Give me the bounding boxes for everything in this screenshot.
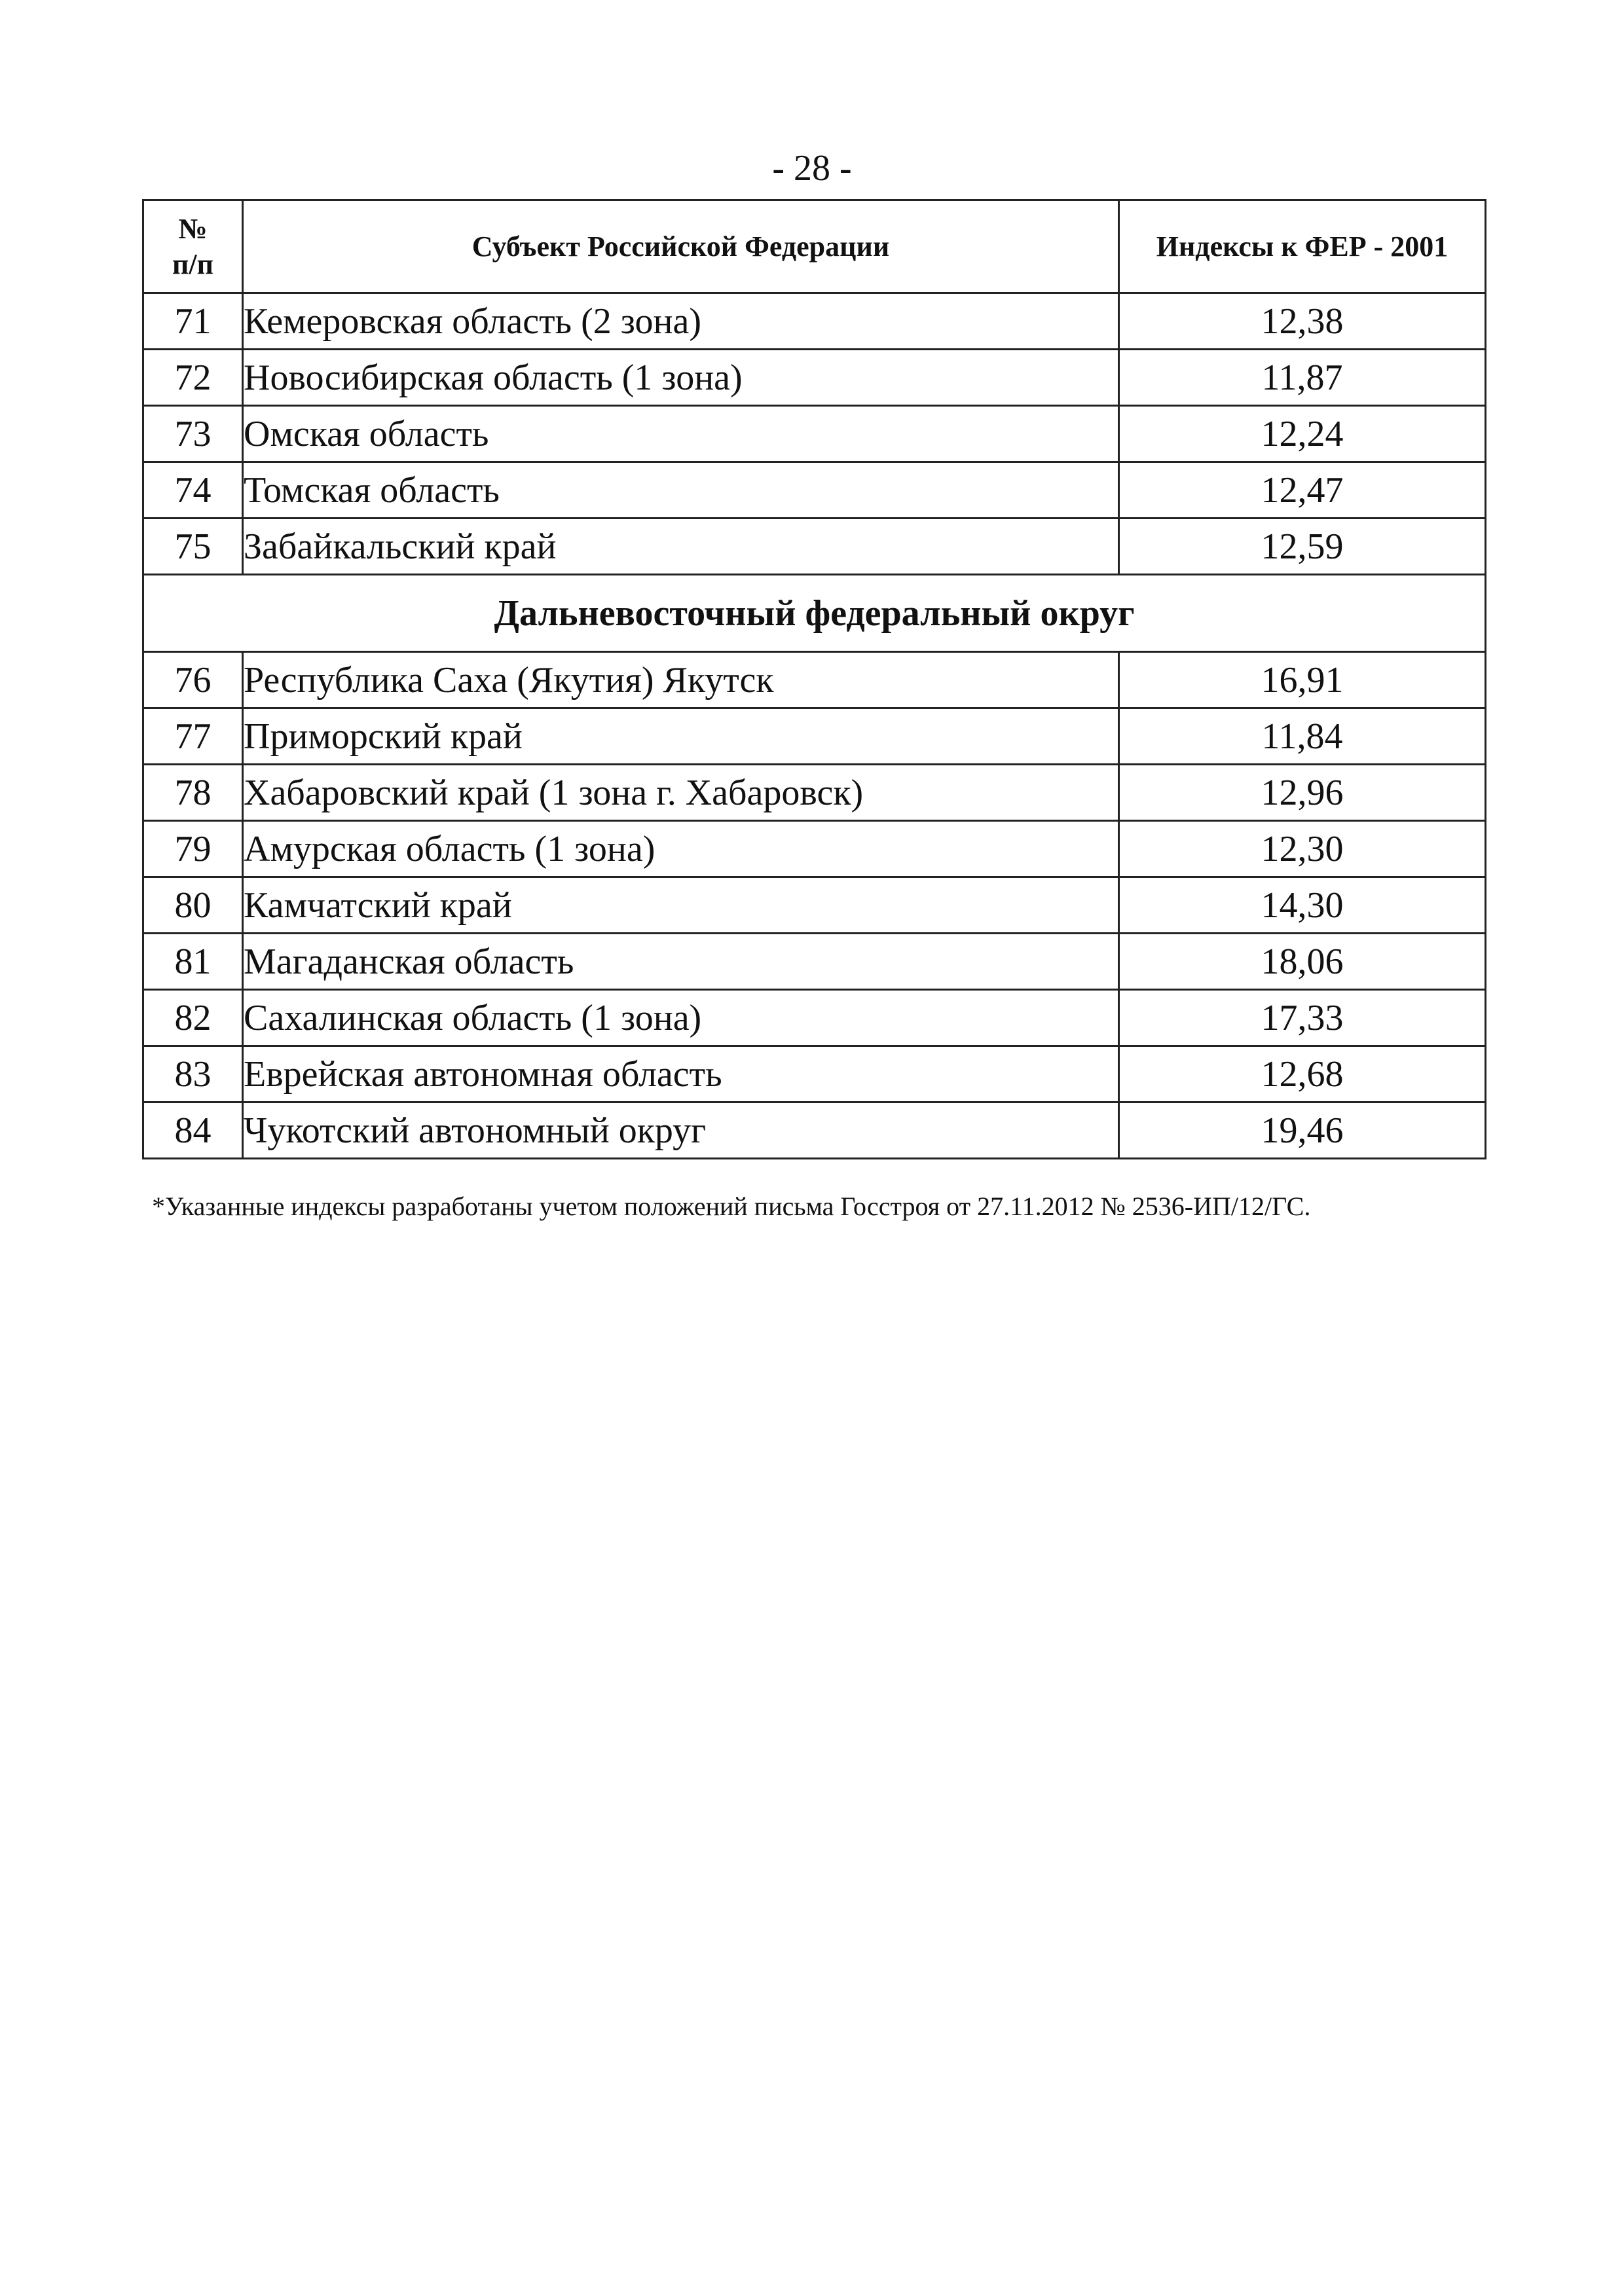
section-row — [143, 575, 1486, 652]
table-row — [143, 462, 1486, 519]
row-index-value: 12,24 — [1119, 406, 1486, 462]
row-number: 77 — [143, 708, 243, 765]
row-number: 80 — [143, 877, 243, 934]
row-number: 74 — [143, 462, 243, 519]
row-number: 73 — [143, 406, 243, 462]
row-index-value: 12,38 — [1119, 293, 1486, 350]
row-index-value: 12,68 — [1119, 1046, 1486, 1102]
row-number: 79 — [143, 821, 243, 877]
row-subject: Камчатский край — [243, 877, 1119, 934]
table-row — [143, 877, 1486, 934]
row-subject: Сахалинская область (1 зона) — [243, 990, 1119, 1046]
row-index-value: 19,46 — [1119, 1102, 1486, 1159]
row-number: 76 — [143, 652, 243, 708]
row-subject: Хабаровский край (1 зона г. Хабаровск) — [243, 765, 1119, 821]
header-subject: Субъект Российской Федерации — [243, 200, 1119, 293]
row-subject: Томская область — [243, 462, 1119, 519]
section-title: Дальневосточный федеральный округ — [143, 575, 1486, 652]
row-index-value: 16,91 — [1119, 652, 1486, 708]
table-row — [143, 765, 1486, 821]
row-subject: Магаданская область — [243, 934, 1119, 990]
table-header-row — [143, 200, 1486, 293]
table-row — [143, 293, 1486, 350]
row-number: 75 — [143, 519, 243, 575]
row-index-value: 12,96 — [1119, 765, 1486, 821]
row-subject: Забайкальский край — [243, 519, 1119, 575]
table-row — [143, 708, 1486, 765]
row-number: 71 — [143, 293, 243, 350]
row-number: 72 — [143, 350, 243, 406]
page-number: - 28 - — [772, 148, 852, 189]
header-index: Индексы к ФЕР - 2001 — [1119, 200, 1486, 293]
row-number: 83 — [143, 1046, 243, 1102]
index-table — [142, 199, 1486, 1159]
row-subject: Приморский край — [243, 708, 1119, 765]
row-subject: Республика Саха (Якутия) Якутск — [243, 652, 1119, 708]
table-row — [143, 519, 1486, 575]
row-number: 81 — [143, 934, 243, 990]
row-index-value: 12,47 — [1119, 462, 1486, 519]
header-num — [143, 200, 243, 293]
row-index-value: 17,33 — [1119, 990, 1486, 1046]
table-row — [143, 1046, 1486, 1102]
table-row — [143, 821, 1486, 877]
table-row — [143, 1102, 1486, 1159]
row-subject: Еврейская автономная область — [243, 1046, 1119, 1102]
row-number: 84 — [143, 1102, 243, 1159]
table-row — [143, 406, 1486, 462]
row-index-value: 11,84 — [1119, 708, 1486, 765]
row-number: 78 — [143, 765, 243, 821]
row-index-value: 14,30 — [1119, 877, 1486, 934]
row-index-value: 11,87 — [1119, 350, 1486, 406]
row-index-value: 12,59 — [1119, 519, 1486, 575]
row-subject: Кемеровская область (2 зона) — [243, 293, 1119, 350]
table-row — [143, 990, 1486, 1046]
row-index-value: 12,30 — [1119, 821, 1486, 877]
row-subject: Амурская область (1 зона) — [243, 821, 1119, 877]
table-row — [143, 350, 1486, 406]
table-row — [143, 934, 1486, 990]
row-subject: Омская область — [243, 406, 1119, 462]
header-num-label: № п/п — [172, 212, 213, 280]
footnote: *Указанные индексы разработаны учетом положений письма Госстроя от 27.11.2012 № 2536-ИП/12/ГС. — [152, 1192, 1311, 1221]
row-number: 82 — [143, 990, 243, 1046]
table-row — [143, 652, 1486, 708]
row-subject: Чукотский автономный округ — [243, 1102, 1119, 1159]
row-subject: Новосибирская область (1 зона) — [243, 350, 1119, 406]
row-index-value: 18,06 — [1119, 934, 1486, 990]
